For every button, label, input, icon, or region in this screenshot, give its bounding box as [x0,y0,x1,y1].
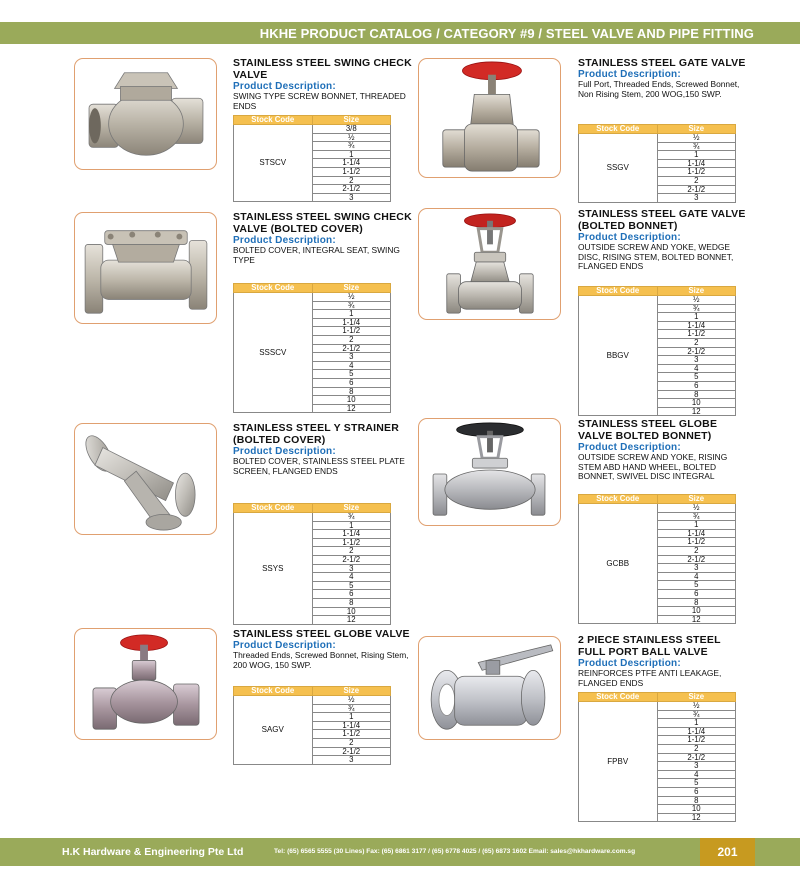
stock-code-header: Stock Code [579,495,658,504]
stock-code: GCBB [579,504,658,624]
size-cell: 3 [312,353,391,362]
catalog-title: HKHE PRODUCT CATALOG / CATEGORY #9 / STEEL VALVE AND PIPE FITTING [259,26,754,41]
stock-code-header: Stock Code [579,287,658,296]
size-cell: 4 [657,572,736,581]
size-cell: 1 [312,150,391,159]
size-cell: ¾ [312,301,391,310]
size-cell: 2-1/2 [312,555,391,564]
description-label: Product Description: [578,658,681,669]
size-cell: 12 [657,615,736,624]
size-cell: 2-1/2 [657,185,736,194]
stock-code: STSCV [234,125,313,202]
product-name: STAINLESS STEEL SWING CHECK VALVE (BOLTED COVER) [233,211,412,235]
product-title [233,57,413,111]
size-cell: 2 [312,547,391,556]
size-header: Size [312,116,391,125]
size-cell: 10 [657,607,736,616]
product-title [233,422,413,476]
size-cell: 3 [312,564,391,573]
size-cell: 8 [657,796,736,805]
stock-code: BBGV [579,296,658,416]
size-cell: 3 [657,194,736,203]
ball-valve-image [418,636,561,740]
product-name: STAINLESS STEEL GATE VALVE (BOLTED BONNET) [578,208,746,232]
size-cell: 1 [657,313,736,322]
page-number: 201 [717,845,738,859]
size-header: Size [657,287,736,296]
size-cell: 1 [657,719,736,728]
size-cell: ¾ [657,710,736,719]
size-cell: 8 [312,598,391,607]
page-number-box [700,838,755,866]
stock-table [233,503,391,625]
size-cell: 12 [657,813,736,822]
size-cell: 2 [657,546,736,555]
product-description: OUTSIDE SCREW AND YOKE, WEDGE DISC, RISING STEM, BOLTED BONNET, FLANGED ENDS [578,242,734,271]
size-cell: 1 [657,151,736,160]
description-label: Product Description: [233,81,336,92]
size-cell: 4 [312,361,391,370]
size-cell: 6 [657,589,736,598]
product-title [233,628,413,670]
description-label: Product Description: [578,442,681,453]
size-cell: 5 [657,779,736,788]
size-cell: 3 [657,762,736,771]
size-cell: 3/8 [312,125,391,134]
size-cell: 2 [657,176,736,185]
size-cell: 6 [657,787,736,796]
size-header: Size [657,693,736,702]
stock-code: FPBV [579,702,658,822]
product-name: STAINLESS STEEL GATE VALVE [578,57,746,69]
size-cell: 10 [657,805,736,814]
contact-info: Tel: (65) 6565 5555 (30 Lines) Fax: (65) 6861 3177 / (65) 6778 4025 / (65) 6873 1602 Email: sales@hkhardware.com.sg [274,848,636,855]
bolted-gate-valve-image [418,208,561,320]
description-label: Product Description: [233,446,336,457]
size-cell: ½ [657,504,736,513]
size-cell: 1-1/2 [657,736,736,745]
stock-code-header: Stock Code [234,687,313,696]
globe-valve-image [74,628,217,740]
size-cell: ¾ [657,512,736,521]
size-cell: 2 [657,744,736,753]
stock-table [578,692,736,822]
product-description: BOLTED COVER, INTEGRAL SEAT, SWING TYPE [233,245,400,265]
size-cell: 5 [312,370,391,379]
size-cell: 1 [312,310,391,319]
bolted-check-valve-image [74,212,217,324]
size-cell: 1-1/4 [657,321,736,330]
size-cell: 1-1/2 [312,730,391,739]
description-label: Product Description: [233,640,336,651]
y-strainer-image [74,423,217,535]
size-cell: ¾ [657,142,736,151]
stock-table [578,494,736,624]
size-cell: 1-1/2 [312,167,391,176]
size-cell: 8 [657,598,736,607]
stock-code-header: Stock Code [234,284,313,293]
stock-table [578,124,736,203]
size-cell: 10 [312,396,391,405]
size-cell: ¾ [312,704,391,713]
size-cell: 2 [657,338,736,347]
size-cell: 2-1/2 [657,555,736,564]
size-cell: 1 [312,713,391,722]
stock-table [233,115,391,202]
gate-valve-image [418,58,561,178]
stock-code-header: Stock Code [579,125,658,134]
size-cell: 1-1/4 [312,159,391,168]
size-cell: 3 [657,564,736,573]
product-description: OUTSIDE SCREW AND YOKE, RISING STEM ABD HAND WHEEL, BOLTED BONNET, SWIVEL DISC INTEGRAL [578,452,728,481]
swing-check-valve-image [74,58,217,170]
product-title [578,57,748,99]
company-name: H.K Hardware & Engineering Pte Ltd [62,846,244,858]
size-cell: 1-1/2 [657,168,736,177]
size-cell: ½ [312,293,391,302]
bolted-globe-valve-image [418,418,561,526]
size-cell: 1-1/2 [657,330,736,339]
size-cell: 1-1/2 [312,327,391,336]
size-cell: 6 [312,590,391,599]
size-cell: 1-1/2 [312,538,391,547]
stock-code-header: Stock Code [579,693,658,702]
size-cell: 5 [657,373,736,382]
size-cell: ½ [312,133,391,142]
product-name: STAINLESS STEEL Y STRAINER (BOLTED COVER) [233,422,400,446]
stock-code: SSSCV [234,293,313,413]
size-cell: 3 [312,756,391,765]
stock-table [233,686,391,765]
product-title [578,208,748,272]
size-header: Size [312,504,391,513]
size-cell: ½ [312,696,391,705]
description-label: Product Description: [233,235,336,246]
size-cell: 12 [312,616,391,625]
footer-bar [0,838,800,866]
stock-code-header: Stock Code [234,116,313,125]
size-cell: 1-1/4 [657,159,736,168]
product-name: STAINLESS STEEL SWING CHECK VALVE [233,57,412,81]
size-cell: 2-1/2 [657,753,736,762]
stock-table [578,286,736,416]
product-description: SWING TYPE SCREW BONNET, THREADED ENDS [233,91,406,111]
size-cell: 4 [657,770,736,779]
stock-table [233,283,391,413]
size-cell: 1-1/4 [312,318,391,327]
product-description: Full Port, Threaded Ends, Screwed Bonnet, Non Rising Stem, 200 WOG,150 SWP. [578,79,740,99]
product-name: STAINLESS STEEL GLOBE VALVE BOLTED BONNET) [578,418,718,442]
size-cell: 4 [312,573,391,582]
size-cell: 6 [312,378,391,387]
product-description: REINFORCES PTFE ANTI LEAKAGE, FLANGED ENDS [578,668,722,688]
size-cell: 2-1/2 [312,747,391,756]
product-title [233,211,413,265]
size-cell: 2-1/2 [312,185,391,194]
size-header: Size [312,284,391,293]
size-cell: 2 [312,738,391,747]
size-cell: 5 [312,581,391,590]
size-cell: 3 [312,193,391,202]
stock-code: SSYS [234,513,313,625]
size-cell: 2 [312,335,391,344]
size-cell: 8 [657,390,736,399]
size-cell: 1-1/4 [312,530,391,539]
size-cell: 2 [312,176,391,185]
header-bar [0,22,800,44]
size-cell: ½ [657,296,736,305]
size-cell: ½ [657,134,736,143]
size-cell: 1 [312,521,391,530]
product-description: Threaded Ends, Screwed Bonnet, Rising Stem, 200 WOG, 150 SWP. [233,650,409,670]
size-cell: ¾ [312,513,391,522]
product-name: 2 PIECE STAINLESS STEEL FULL PORT BALL VALVE [578,634,721,658]
size-cell: 2-1/2 [657,347,736,356]
size-cell: 2-1/2 [312,344,391,353]
size-header: Size [657,125,736,134]
size-cell: 12 [312,404,391,413]
size-cell: ½ [657,702,736,711]
product-description: BOLTED COVER, STAINLESS STEEL PLATE SCREEN, FLANGED ENDS [233,456,405,476]
size-cell: 10 [657,399,736,408]
size-header: Size [657,495,736,504]
size-cell: 1-1/4 [657,529,736,538]
stock-code: SSGV [579,134,658,203]
size-cell: 8 [312,387,391,396]
size-cell: 1-1/2 [657,538,736,547]
size-cell: 3 [657,356,736,365]
stock-code-header: Stock Code [234,504,313,513]
size-cell: 4 [657,364,736,373]
size-cell: 1-1/4 [657,727,736,736]
stock-code: SAGV [234,696,313,765]
size-cell: 10 [312,607,391,616]
size-cell: 12 [657,407,736,416]
product-title [578,418,748,482]
product-title [578,634,748,688]
size-cell: ¾ [657,304,736,313]
size-cell: ¾ [312,142,391,151]
size-header: Size [312,687,391,696]
size-cell: 1 [657,521,736,530]
size-cell: 1-1/4 [312,721,391,730]
description-label: Product Description: [578,232,681,243]
product-name: STAINLESS STEEL GLOBE VALVE [233,628,410,640]
size-cell: 5 [657,581,736,590]
description-label: Product Description: [578,69,681,80]
size-cell: 6 [657,381,736,390]
